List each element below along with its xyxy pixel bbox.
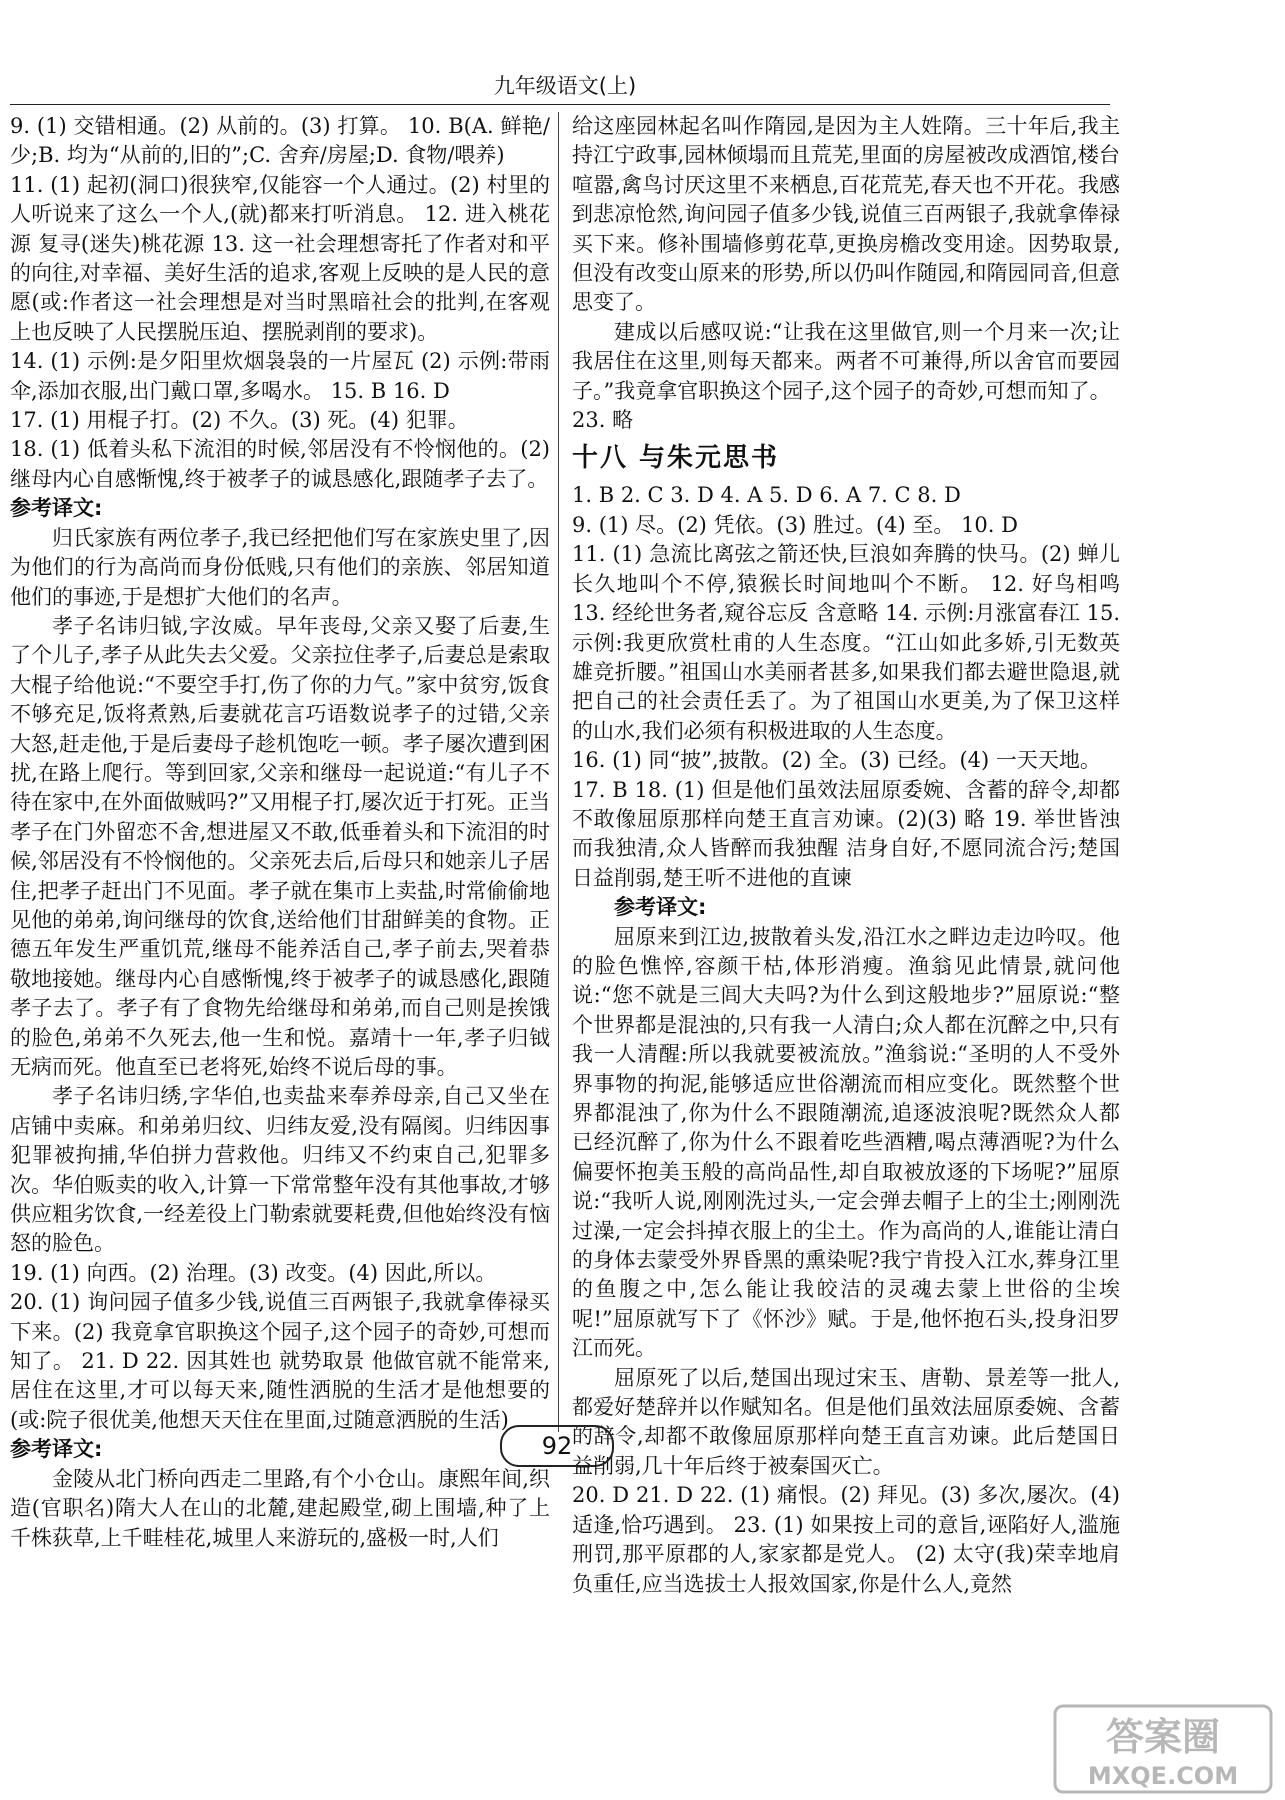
left-paragraph: 参考译文: — [10, 1437, 103, 1462]
right-bottom-paragraph: 11. (1) 急流比离弦之箭还快,巨浪如奔腾的快马。(2) 蝉儿长久地叫个不停,猿猴长时间地叫个不断。 12. 好鸟相鸣 13. 经纶世务者,窥谷忘反 含意略 14. 示例:月涨富春江 15. 示例:我更欣赏杜甫的人生态度。“江山如此多娇,引无数英雄竞折腰。”祖国山水美丽者甚多,如果我们都去避世隐退,就把自己的社会责任丢了。为了祖国山水更美,为了保卫这样的山水,我们必须有积极进取的人生态度。 — [572, 542, 1120, 743]
right-bottom-paragraph: 17. B 18. (1) 但是他们虽效法屈原委婉、含蓄的辞令,却都不敢像屈原那样向楚王直言劝谏。(2)(3) 略 19. 举世皆浊而我独清,众人皆醉而我独醒 洁身自好,不愿同流合污;楚国日益削弱,楚王听不进他的直谏 — [572, 777, 1120, 890]
left-paragraph: 归氏家族有两位孝子,我已经把他们写在家族史里了,因为他们的行为高尚而身份低贱,只有他们的亲族、邻居知道他们的事迹,于是想扩大他们的名声。 — [10, 525, 550, 609]
right-top-paragraph: 给这座园林起名叫作隋园,是因为主人姓隋。三十年后,我主持江宁政事,园林倾塌而且荒芜,里面的房屋被改成酒馆,楼台喧嚣,禽鸟讨厌这里不来栖息,百花荒芜,春天也不开花。我感到悲凉怆然,询问园子值多少钱,说值三百两银子,我就拿俸禄买下来。修补围墙修剪花草,更换房檐改变用途。因势取景,但没有改变山原来的形势,所以仍叫作随园,和隋园同音,但意思变了。 — [572, 114, 1120, 315]
page-header-title: 九年级语文(上) — [493, 74, 637, 98]
right-bottom-paragraph: 16. (1) 同“披”,披散。(2) 全。(3) 已经。(4) 一天天地。 — [572, 748, 1101, 773]
column-divider — [558, 112, 559, 1432]
left-paragraph: 9. (1) 交错相通。(2) 从前的。(3) 打算。 10. B(A. 鲜艳/少;B. 均为“从前的,旧的”;C. 舍弃/房屋;D. 食物/喂养) — [10, 114, 550, 168]
left-paragraph: 18. (1) 低着头私下流泪的时候,邻居没有不怜悯他的。(2) 继母内心自感惭愧,终于被孝子的诚恳感化,跟随孝子去了。 — [10, 437, 550, 491]
watermark-logo — [1053, 1704, 1273, 1794]
right-bottom-paragraph: 9. (1) 尽。(2) 凭依。(3) 胜过。(4) 至。 10. D — [572, 512, 1018, 537]
left-column — [10, 112, 550, 1553]
left-paragraph: 孝子名讳归钺,字汝威。早年丧母,父亲又娶了后妻,生了个儿子,孝子从此失去父爱。父亲拉住孝子,后妻总是索取大棍子给他说:“不要空手打,伤了你的力气。”家中贫穷,饭食不够充足,饭将煮熟,后妻就花言巧语数说孝子的过错,父亲大怒,赶走他,于是后妻母子趁机饱吃一顿。孝子屡次遭到困扰,在路上爬行。等到回家,父亲和继母一起说道:“有儿子不待在家中,在外面做贼吗?”又用棍子打,屡次近于打死。正当孝子在门外留恋不舍,想进屋又不敢,低垂着头和下流泪的时候,邻居没有不怜悯他的。父亲死去后,后母只和她亲儿子居住,把孝子赶出门不见面。孝子就在集市上卖盐,时常偷偷地见他的弟弟,询问继母的饮食,送给他们甘甜鲜美的食物。正德五年发生严重饥荒,继母不能养活自己,孝子前去,哭着恭敬地接她。继母内心自感惭愧,终于被孝子的诚恳感化,跟随孝子去了。孝子有了食物先给继母和弟弟,而自己则是挨饿的脸色,弟弟不久死去,他一生和悦。嘉靖十一年,孝子归钺无病而死。他直至已老将死,始终不说后母的事。 — [10, 613, 550, 1079]
right-column-top — [572, 112, 1120, 435]
right-top-paragraph: 建成以后感叹说:“让我在这里做官,则一个月来一次;让我居住在这里,则每天都来。两者不可兼得,所以舍官而要园子。”我竟拿官职换这个园子,这个园子的奇妙,可想而知了。 — [572, 319, 1120, 403]
header-rule — [10, 104, 1110, 105]
left-paragraph: 19. (1) 向西。(2) 治理。(3) 改变。(4) 因此,所以。 — [10, 1260, 497, 1285]
left-paragraph: 金陵从北门桥向西走二里路,有个小仓山。康熙年间,织造(官职名)隋大人在山的北麓,建起殿堂,砌上围墙,种了上千株荻草,上千畦桂花,城里人来游玩的,盛极一时,人们 — [10, 1466, 550, 1550]
right-bottom-paragraph: 屈原来到江边,披散着头发,沿江水之畔边走边吟叹。他的脸色憔悴,容颜干枯,体形消瘦。渔翁见此情景,就问他说:“您不就是三闾大夫吗?为什么到这般地步?”屈原说:“整个世界都是混浊的,只有我一人清白;众人都在沉醉之中,只有我一人清醒:所以我就要被流放。”渔翁说:“圣明的人不受外界事物的拘泥,能够适应世俗潮流而相应变化。既然整个世界都混浊了,你为什么不跟随潮流,追逐波浪呢?既然众人都已经沉醉了,你为什么不跟着吃些酒糟,喝点薄酒呢?为什么偏要怀抱美玉般的高尚品性,却自取被放逐的下场呢?”屈原说:“我听人说,刚刚洗过头,一定会弹去帽子上的尘土;刚刚洗过澡,一定会抖掉衣服上的尘土。作为高尚的人,谁能让清白的身体去蒙受外界昏黑的熏染呢?我宁肯投入江水,葬身江里的鱼腹之中,怎么能让我皎洁的灵魂去蒙上世俗的尘埃呢!”屈原就写下了《怀沙》赋。于是,他怀抱石头,投身汨罗江而死。 — [572, 924, 1120, 1361]
left-paragraph: 20. (1) 询问园子值多少钱,说值三百两银子,我就拿俸禄买下来。(2) 我竟拿官职换这个园子,这个园子的奇妙,可想而知了。 21. D 22. 因其姓也 就势取景 他做官就不能常来,居住在这里,才可以每天来,随性洒脱的生活才是他想要的(或:院子很优美,他想天天住在里面,过随意洒脱的生活) — [10, 1290, 550, 1432]
svg-text:MXQE.COM: MXQE.COM — [1087, 1762, 1239, 1790]
left-paragraph: 11. (1) 起初(洞口)很狭窄,仅能容一个人通过。(2) 村里的人听说来了这么一个人,(就)都来打听消息。 12. 进入桃花源 复寻(迷失)桃花源 13. 这一社会理想寄托了作者对和平的向往,对幸福、美好生活的追求,客观上反映的是人民的意愿(或:作者这一社会理想是对当时黑暗社会的批判,在客观上也反映了人民摆脱压迫、摆脱剥削的要求)。 — [10, 172, 550, 344]
page-number: 92 — [500, 1425, 614, 1467]
left-paragraph: 参考译文: — [10, 496, 103, 521]
right-bottom-paragraph: 20. D 21. D 22. (1) 痛恨。(2) 拜见。(3) 多次,屡次。(4) 适逢,恰巧遇到。 23. (1) 如果按上司的意旨,诬陷好人,滥施刑罚,那平原郡的人,家家都是党人。 (2) 太守(我)荣幸地肩负重任,应当选拔士人报效国家,你是什么人,竟然 — [572, 1483, 1120, 1596]
left-paragraph: 孝子名讳归绣,字华伯,也卖盐来奉养母亲,自己又坐在店铺中卖麻。和弟弟归纹、归纬友爱,没有隔阂。归纬因事犯罪被拘捕,华伯拼力营救他。归纬又不约束自己,犯罪多次。华伯贩卖的收入,计算一下常常整年没有其他事故,才够供应粗劣饮食,一经差役上门勒索就要耗费,但他始终没有恼怒的脸色。 — [10, 1084, 550, 1256]
left-paragraph: 14. (1) 示例:是夕阳里炊烟袅袅的一片屋瓦 (2) 示例:带雨伞,添加衣服,出门戴口罩,多喝水。 15. B 16. D — [10, 349, 550, 403]
right-bottom-paragraph: 1. B 2. C 3. D 4. A 5. D 6. A 7. C 8. D — [572, 483, 961, 508]
right-bottom-paragraph: 参考译文: — [614, 895, 707, 920]
right-bottom-paragraph: 屈原死了以后,楚国出现过宋玉、唐勒、景差等一批人,都爱好楚辞并以作赋知名。但是他们虽效法屈原委婉、含蓄的辞令,却都不敢像屈原那样向楚王直言劝谏。此后楚国日益削弱,几十年后终于被秦国灭亡。 — [572, 1365, 1120, 1478]
right-top-paragraph: 23. 略 — [572, 408, 634, 433]
section-title: 十八 与朱元思书 — [572, 443, 780, 474]
right-column — [572, 112, 1120, 1599]
left-paragraph: 17. (1) 用棍子打。(2) 不久。(3) 死。(4) 犯罪。 — [10, 408, 469, 433]
svg-text:答案圈: 答案圈 — [1105, 1715, 1221, 1759]
right-column-bottom — [572, 481, 1120, 1598]
